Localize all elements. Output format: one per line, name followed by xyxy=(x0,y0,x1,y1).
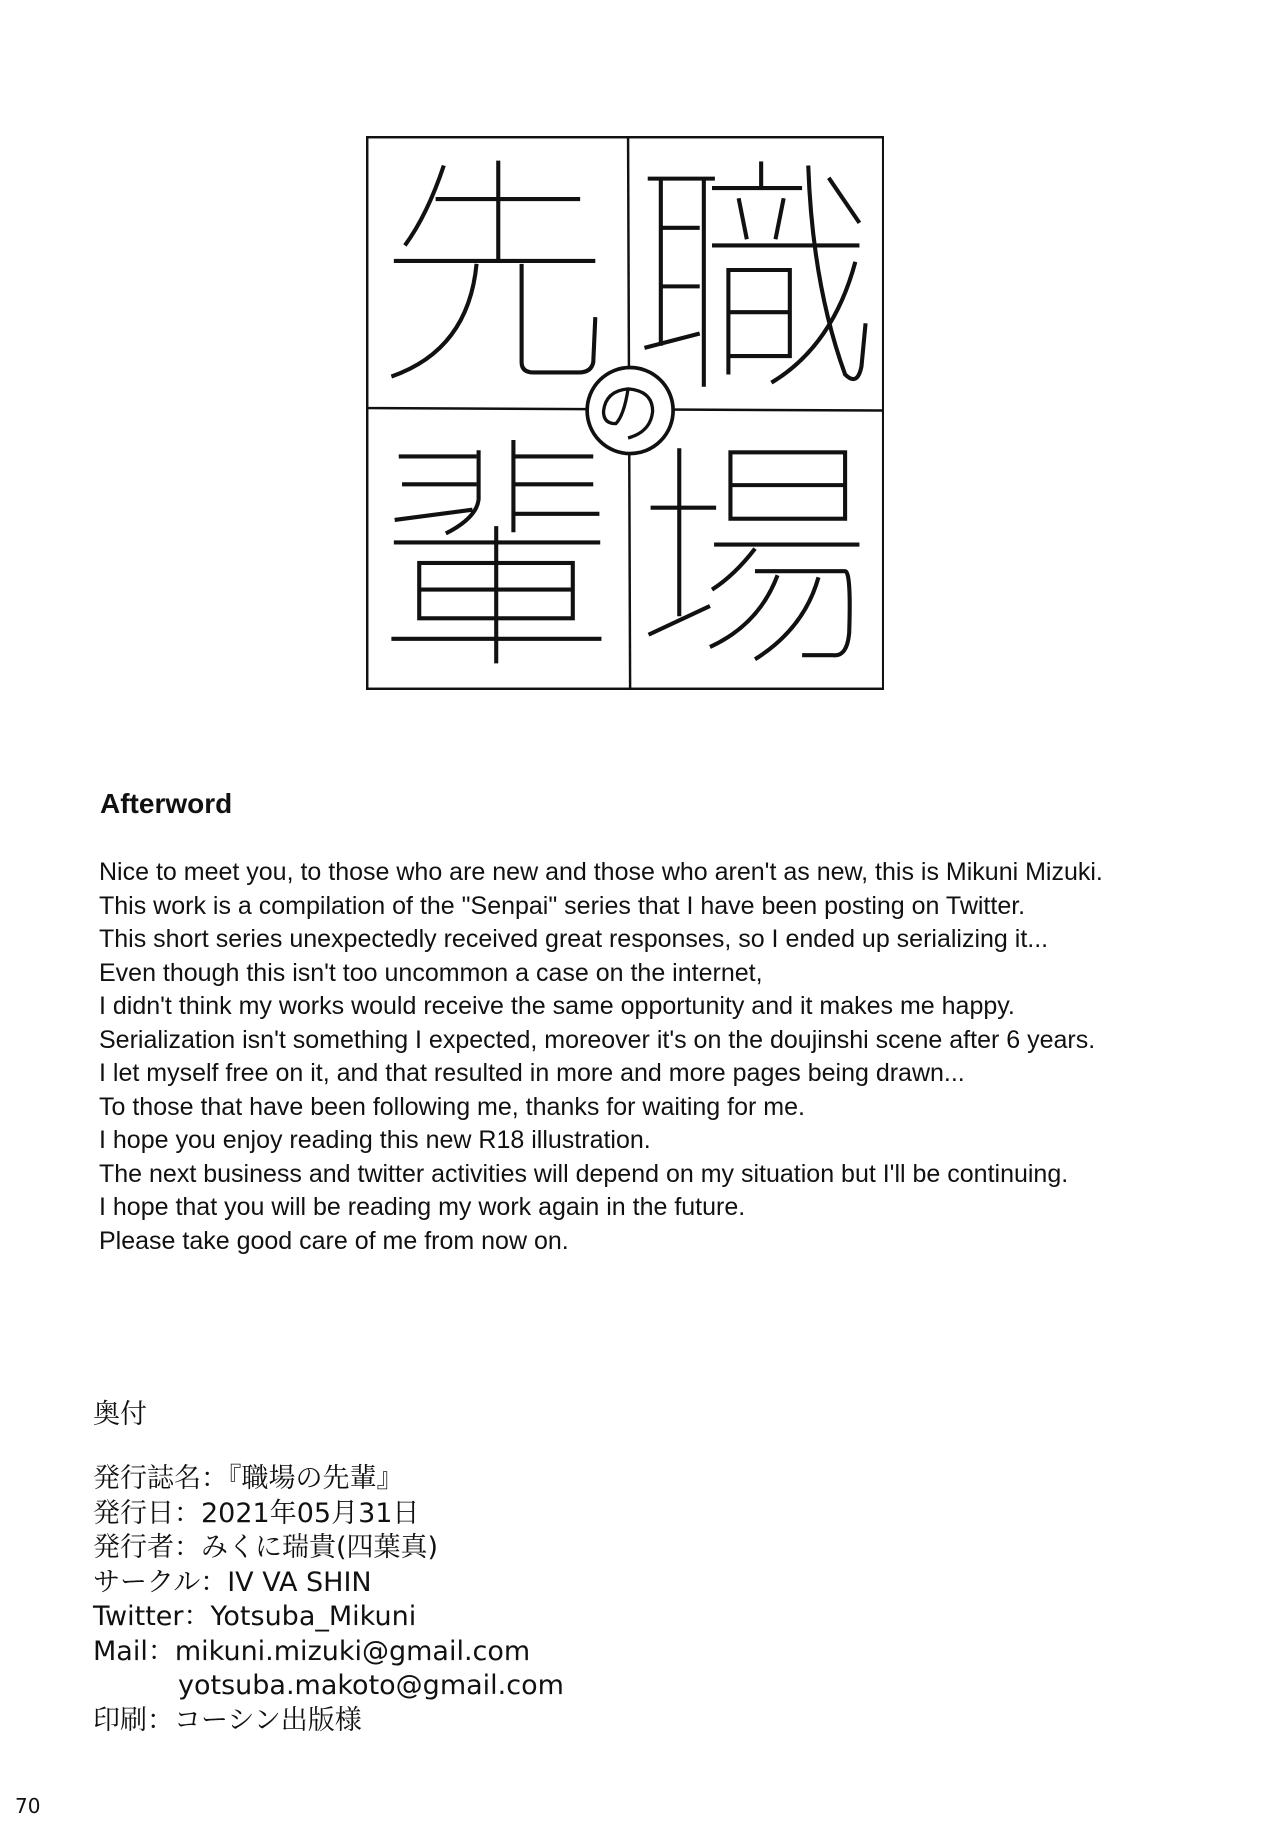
afterword-line: Nice to meet you, to those who are new and those who aren't as new, this is Mikuni Mizuki. xyxy=(99,858,1103,886)
colophon-publication-name: 発行誌名：『職場の先輩』 xyxy=(93,1463,404,1494)
colophon-circle: サークル：IV VA SHIN xyxy=(93,1566,372,1598)
logo-char-shoku xyxy=(644,161,865,386)
afterword-heading: Afterword xyxy=(100,788,233,819)
afterword-line: I hope you enjoy reading this new R18 illustration. xyxy=(99,1126,651,1154)
afterword-line: Even though this isn't too uncommon a case on the internet, xyxy=(99,958,763,987)
colophon xyxy=(93,1462,564,1738)
logo-char-hai xyxy=(391,440,601,663)
afterword-line: I hope that you will be reading my work again in the future. xyxy=(99,1193,746,1221)
afterword-line: I didn't think my works would receive the same opportunity and it makes me happy. xyxy=(99,992,1015,1020)
afterword-body xyxy=(99,856,1103,1258)
colophon-mail: Mail：mikuni.mizuki@gmail.com xyxy=(93,1635,531,1667)
colophon-printer: 印刷：コーシン出版様 xyxy=(93,1704,362,1736)
colophon-mail-secondary: yotsuba.makoto@gmail.com xyxy=(178,1670,564,1701)
logo-char-sen xyxy=(391,161,595,377)
afterword-line: I let myself free on it, and that resulted in more and more pages being drawn... xyxy=(99,1059,965,1087)
afterword-line: The next business and twitter activities will depend on my situation but I'll be continuing. xyxy=(99,1159,1069,1188)
afterword-line: Please take good care of me from now on. xyxy=(99,1226,569,1255)
afterword-line: This work is a compilation of the "Senpai" series that I have been posting on Twitter. xyxy=(99,891,1026,920)
afterword-line: This short series unexpectedly received great responses, so I ended up serializing it... xyxy=(99,925,1049,953)
page-number: 70 xyxy=(15,1794,41,1818)
colophon-title: 奥付 xyxy=(93,1399,147,1430)
afterword-line: To those that have been following me, thanks for waiting for me. xyxy=(99,1092,805,1121)
logo-char-ba xyxy=(649,448,860,659)
afterword-line: Serialization isn't something I expected, moreover it's on the doujinshi scene after 6 years. xyxy=(99,1025,1096,1054)
title-logo xyxy=(366,136,884,690)
colophon-publication-date: 発行日：2021年05月31日 xyxy=(93,1497,420,1529)
logo-char-no xyxy=(587,368,673,454)
colophon-publisher: 発行者：みくに瑞貴(四葉真) xyxy=(93,1532,439,1563)
colophon-twitter: Twitter：Yotsuba_Mikuni xyxy=(93,1601,417,1632)
